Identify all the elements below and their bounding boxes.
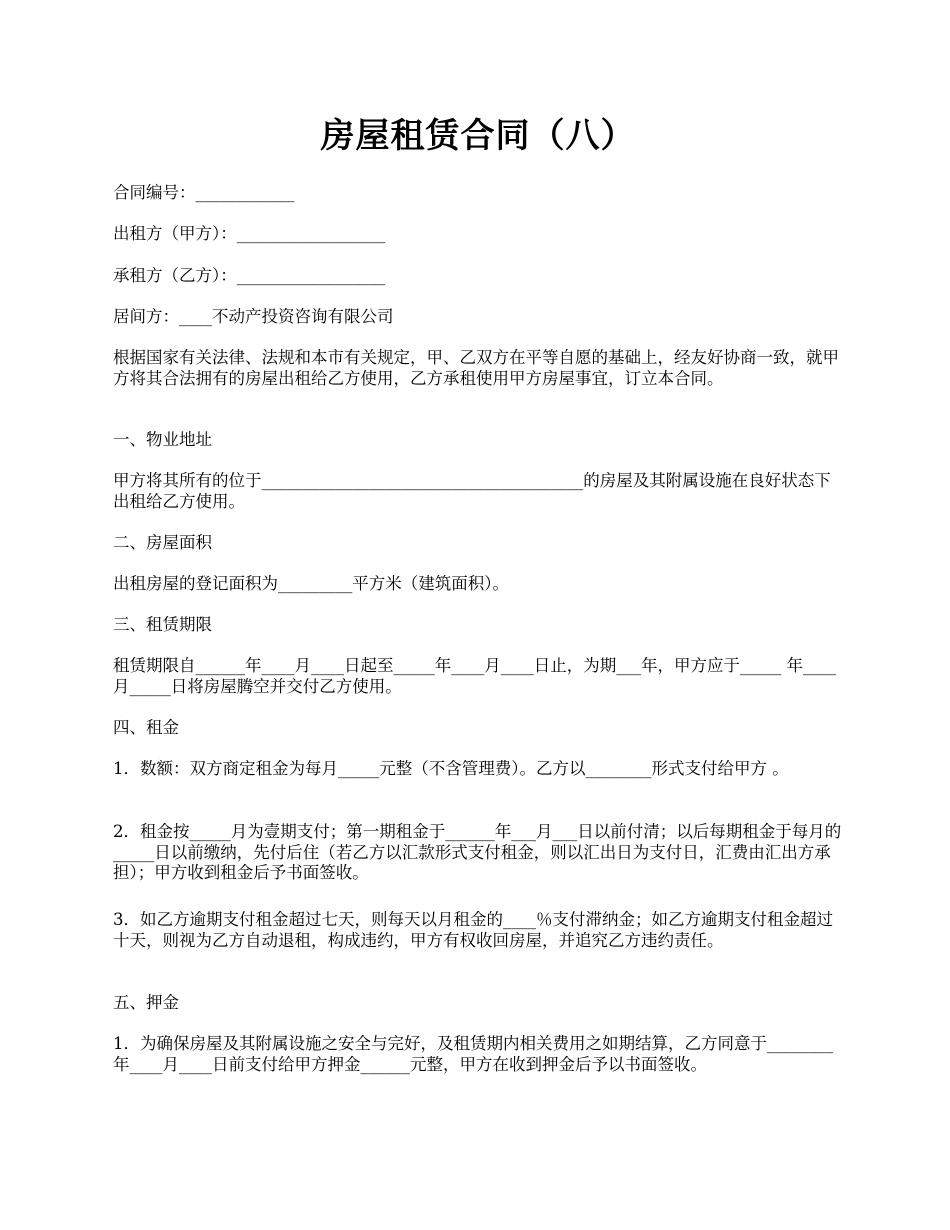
section-heading-rent: 四、租金 [113, 718, 179, 737]
contract-number-field: 合同编号：____________ [113, 183, 295, 202]
deposit-clause-1: 1．为确保房屋及其附属设施之安全与完好，及租赁期内相关费用之如期结算，乙方同意于________年____月____日前支付给甲方押金______元整，甲方在收到押金后予以书面签收。 [113, 1034, 833, 1074]
agent-field: 居间方：____不动产投资咨询有限公司 [113, 307, 394, 326]
section-body-area: 出租房屋的登记面积为_________平方米（建筑面积）。 [113, 574, 509, 593]
rent-clause-1: 1．数额：双方商定租金为每月_____元整（不含管理费）。乙方以________形式支付给甲方 。 [113, 759, 789, 778]
section-heading-term: 三、租赁期限 [113, 615, 212, 634]
section-body-address: 甲方将其所有的位于_______________________________________的房屋及其附属设施在良好状态下出租给乙方使用。 [113, 471, 831, 511]
section-heading-area: 二、房屋面积 [113, 533, 212, 552]
preamble-paragraph: 根据国家有关法律、法规和本市有关规定，甲、乙双方在平等自愿的基础上，经友好协商一致，就甲方将其合法拥有的房屋出租给乙方使用，乙方承租使用甲方房屋事宜，订立本合同。 [113, 348, 839, 388]
rent-clause-2: 2．租金按_____月为壹期支付；第一期租金于______年___月___日以前付清；以后每期租金于每月的_____日以前缴纳，先付后住（若乙方以汇款形式支付租金，则以汇出日为支付日，汇费由汇出方承担）；甲方收到租金后予书面签收。 [113, 822, 842, 882]
section-heading-deposit: 五、押金 [113, 993, 179, 1012]
document-title: 房屋租赁合同（八） [320, 116, 636, 156]
section-heading-address: 一、物业地址 [113, 430, 212, 449]
lessor-field: 出租方（甲方）：__________________ [113, 224, 386, 243]
rent-clause-3: 3．如乙方逾期支付租金超过七天，则每天以月租金的____％支付滞纳金；如乙方逾期支付租金超过十天，则视为乙方自动退租，构成违约，甲方有权收回房屋，并追究乙方违约责任。 [113, 910, 833, 950]
lessee-field: 承租方（乙方）：__________________ [113, 266, 386, 285]
section-body-term: 租赁期限自______年____月____日起至_____年____月____日止，为期___年，甲方应于_____ 年____月_____日将房屋腾空并交付乙方使用。 [113, 656, 836, 696]
